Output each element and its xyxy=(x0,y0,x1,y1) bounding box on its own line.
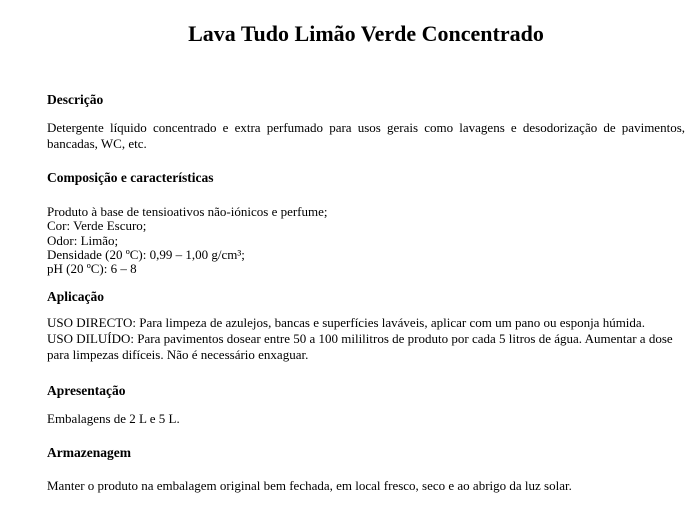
section-heading-armazenagem: Armazenagem xyxy=(47,444,131,460)
paragraph-line: bancadas, WC, etc. xyxy=(47,135,147,151)
section-heading-apresentacao: Apresentação xyxy=(47,382,126,398)
section-body-armazenagem xyxy=(47,478,685,493)
section-heading-descricao: Descrição xyxy=(47,92,104,107)
composition-line-base: Produto à base de tensioativos não-iónicos e perfume; xyxy=(47,204,328,219)
composition-line-ph: pH (20 ºC): 6 – 8 xyxy=(47,261,137,277)
usage-line-diluido-cont: para limpezas difíceis. Não é necessário enxaguar. xyxy=(47,346,309,362)
storage-line: Manter o produto na embalagem original bem fechada, em local fresco, seco e ao abrigo da luz solar. xyxy=(47,477,572,493)
composition-line-odor: Odor: Limão; xyxy=(47,232,119,248)
section-body-aplicacao xyxy=(47,315,685,363)
document-title: Lava Tudo Limão Verde Concentrado xyxy=(188,21,544,46)
section-heading-composicao: Composição e características xyxy=(47,170,214,185)
section-body-apresentacao xyxy=(47,411,685,426)
composition-line-cor: Cor: Verde Escuro; xyxy=(47,218,147,234)
paragraph-line: Detergente líquido concentrado e extra perfumado para usos gerais como lavagens e desodorização de pavimentos, xyxy=(47,120,685,135)
document-page xyxy=(0,21,700,518)
section-body-composicao xyxy=(47,205,685,276)
section-body-descricao xyxy=(47,120,685,151)
section-heading-aplicacao: Aplicação xyxy=(47,288,104,304)
composition-line-densidade: Densidade (20 ºC): 0,99 – 1,00 g/cm³; xyxy=(47,246,245,262)
packaging-line: Embalagens de 2 L e 5 L. xyxy=(47,410,180,426)
usage-line-directo: USO DIRECTO: Para limpeza de azulejos, bancas e superfícies laváveis, aplicar com um pano ou esponja húmida. xyxy=(47,314,645,330)
usage-line-diluido: USO DILUÍDO: Para pavimentos dosear entre 50 a 100 mililitros de produto por cada 5 litros de água. Aumentar a dose xyxy=(47,330,673,346)
